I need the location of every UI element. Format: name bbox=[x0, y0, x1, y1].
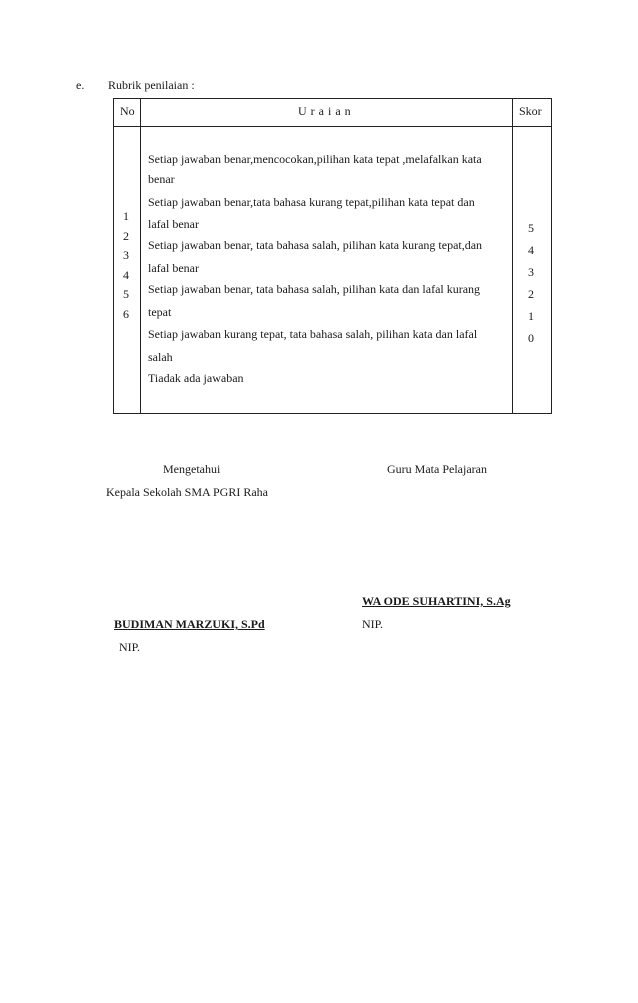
uraian-line: benar bbox=[148, 172, 175, 186]
principal-title: Kepala Sekolah SMA PGRI Raha bbox=[106, 485, 268, 499]
principal-name: BUDIMAN MARZUKI, S.Pd bbox=[114, 617, 265, 631]
table-row-score: 0 bbox=[528, 331, 534, 345]
principal-nip: NIP. bbox=[119, 640, 141, 654]
uraian-line: lafal benar bbox=[148, 261, 199, 275]
uraian-line: lafal benar bbox=[148, 217, 199, 231]
header-skor: Skor bbox=[519, 104, 542, 118]
table-divider-skor bbox=[512, 98, 513, 414]
mengetahui-label: Mengetahui bbox=[163, 462, 221, 476]
table-row-score: 4 bbox=[528, 243, 534, 257]
number-list bbox=[123, 207, 129, 324]
uraian-line: salah bbox=[148, 350, 173, 364]
table-row-number: 4 bbox=[123, 267, 129, 282]
table-border-bottom bbox=[113, 413, 552, 414]
table-border-header-bottom bbox=[113, 126, 552, 127]
uraian-line: Setiap jawaban benar, tata bahasa salah, pilihan kata dan lafal kurang bbox=[148, 282, 481, 296]
header-uraian: U r a i a n bbox=[298, 104, 352, 118]
header-no: No bbox=[120, 104, 135, 118]
uraian-line: Setiap jawaban benar,tata bahasa kurang tepat,pilihan kata tepat dan bbox=[148, 195, 475, 209]
uraian-line: Tiadak ada jawaban bbox=[148, 371, 244, 385]
table-row-number: 6 bbox=[123, 306, 129, 321]
table-row-score: 1 bbox=[528, 309, 534, 323]
table-border-top bbox=[113, 98, 552, 99]
teacher-title: Guru Mata Pelajaran bbox=[387, 462, 487, 476]
teacher-nip: NIP. bbox=[362, 617, 384, 631]
uraian-line: Setiap jawaban kurang tepat, tata bahasa salah, pilihan kata dan lafal bbox=[148, 327, 478, 341]
table-row-score: 5 bbox=[528, 221, 534, 235]
table-row-score: 3 bbox=[528, 265, 534, 279]
table-border-left bbox=[113, 98, 114, 414]
table-border-right bbox=[551, 98, 552, 414]
uraian-line: Setiap jawaban benar, tata bahasa salah, pilihan kata kurang tepat,dan bbox=[148, 238, 483, 252]
table-row-score: 2 bbox=[528, 287, 534, 301]
table-row-number: 5 bbox=[123, 287, 129, 301]
table-row-number: 1 bbox=[123, 209, 129, 223]
table-row-number: 3 bbox=[123, 248, 129, 262]
uraian-line: tepat bbox=[148, 305, 172, 319]
section-title: Rubrik penilaian : bbox=[108, 78, 195, 92]
teacher-name: WA ODE SUHARTINI, S.Ag bbox=[362, 594, 511, 608]
score-list bbox=[528, 217, 534, 349]
table-divider-no bbox=[140, 98, 141, 414]
uraian-line: Setiap jawaban benar,mencocokan,pilihan kata tepat ,melafalkan kata bbox=[148, 152, 482, 166]
section-marker: e. bbox=[76, 78, 85, 92]
table-row-number: 2 bbox=[123, 228, 129, 243]
